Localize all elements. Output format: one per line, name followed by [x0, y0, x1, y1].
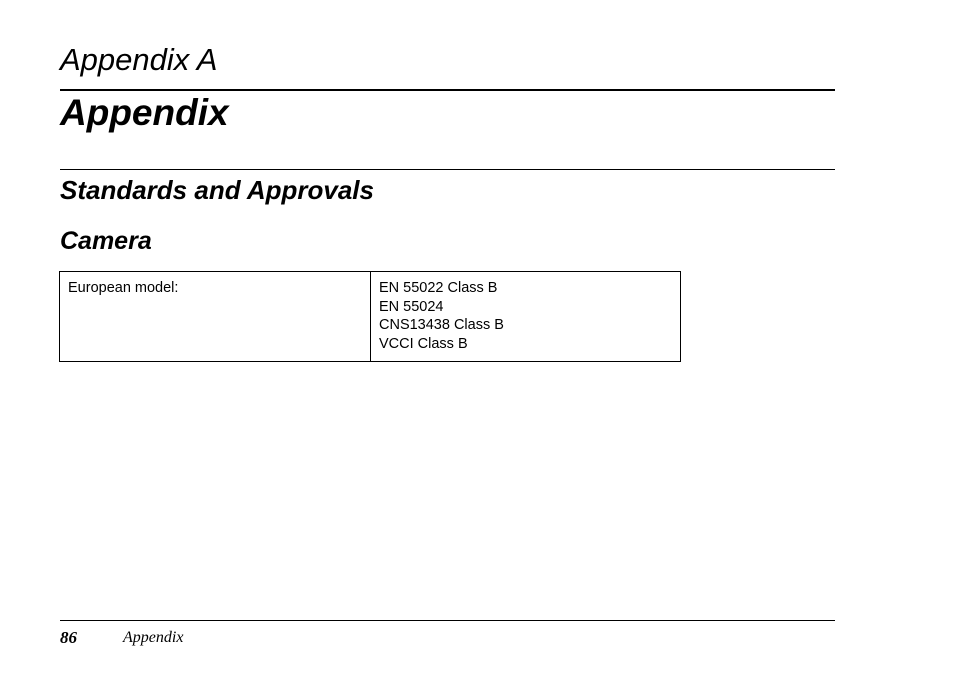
standard-value: EN 55024: [379, 298, 444, 315]
standard-value: EN 55022 Class B: [379, 280, 498, 296]
footer-rule: [60, 620, 835, 621]
table-cell-values: [371, 272, 681, 362]
subsection-title: Camera: [60, 227, 152, 255]
table-row: [60, 272, 681, 362]
section-title: Standards and Approvals: [60, 175, 374, 205]
standard-value: CNS13438 Class B: [379, 317, 504, 333]
section-rule: [60, 169, 835, 170]
standard-value: VCCI Class B: [379, 335, 468, 352]
page-number: 86: [60, 628, 77, 647]
running-footer-title: Appendix: [123, 629, 184, 646]
chapter-title: Appendix: [60, 92, 229, 133]
appendix-label: Appendix A: [60, 42, 218, 77]
table-cell-label: European model:: [60, 272, 371, 362]
standards-table: [59, 271, 681, 362]
